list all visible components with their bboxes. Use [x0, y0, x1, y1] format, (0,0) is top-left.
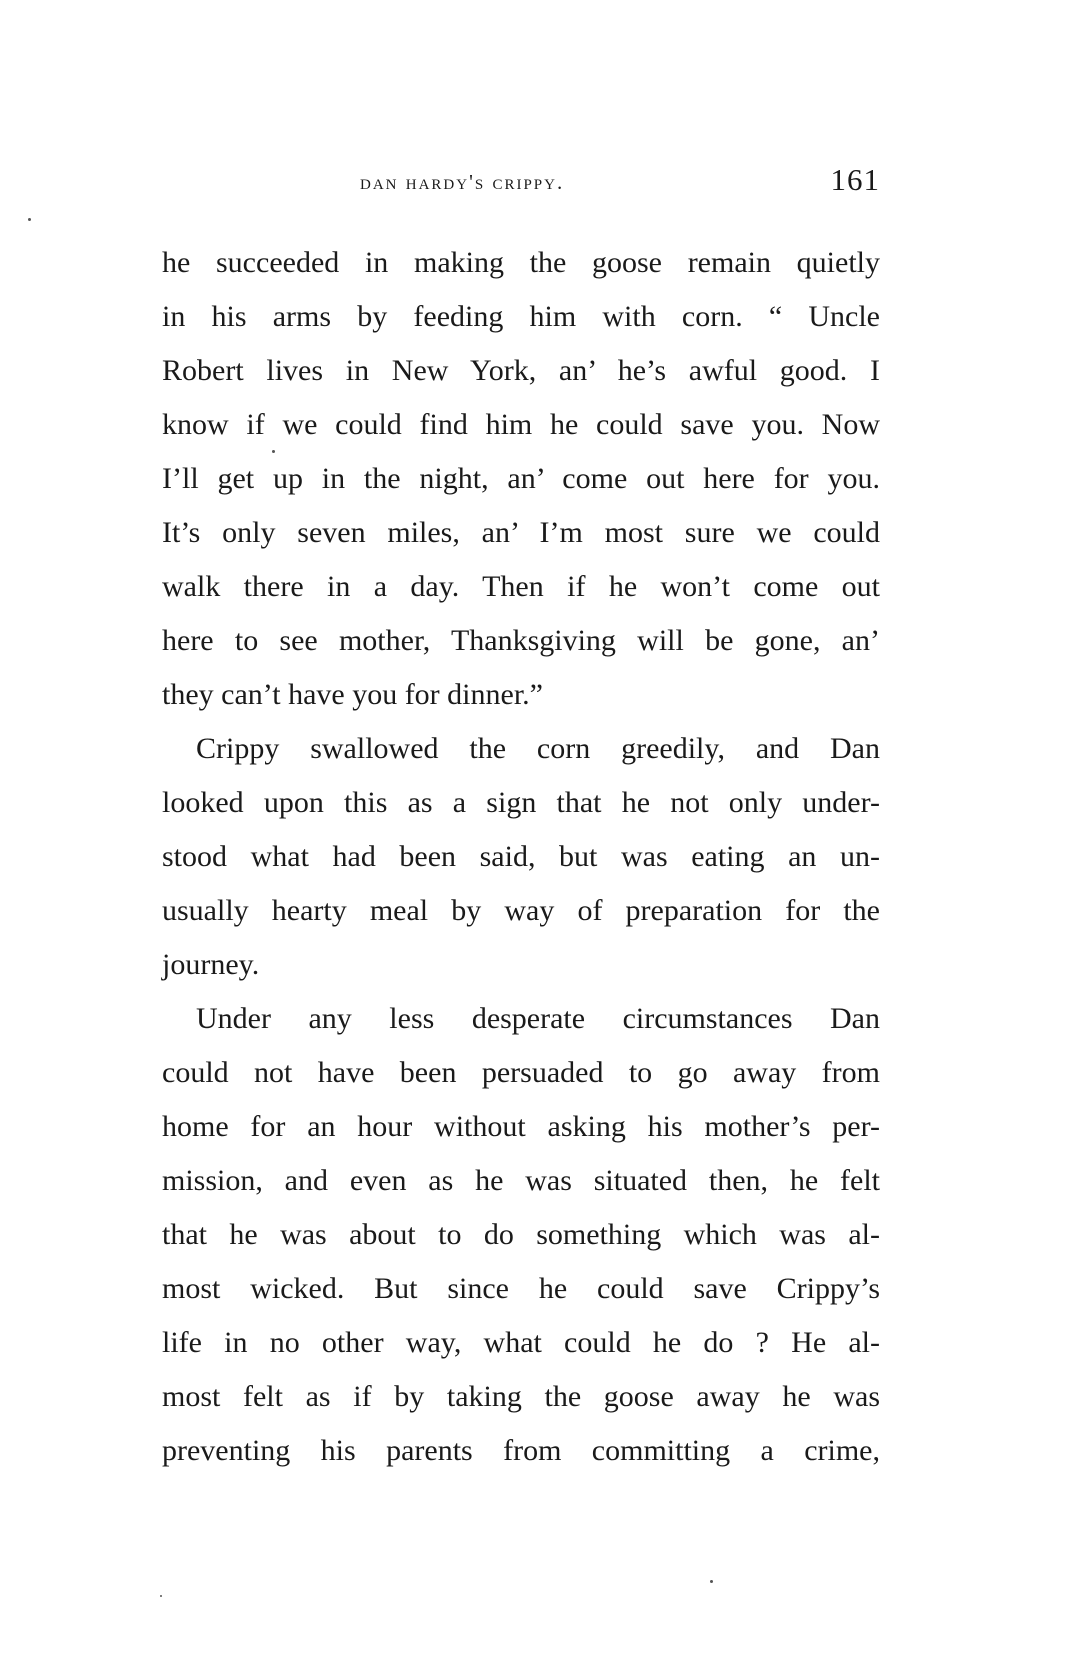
text-line: usually hearty meal by way of preparation for the — [162, 894, 880, 927]
text-line: walk there in a day. Then if he won’t come out — [162, 570, 880, 603]
running-title: dan hardy's crippy. — [360, 170, 565, 194]
page-number: 161 — [830, 162, 880, 197]
text-line: know if we could find him he could save you. Now — [162, 408, 880, 441]
text-line: that he was about to do something which was al- — [162, 1218, 880, 1251]
text-line: looked upon this as a sign that he not only under- — [162, 786, 880, 819]
text-line: most wicked. But since he could save Crippy’s — [162, 1272, 880, 1305]
text-line: stood what had been said, but was eating an un- — [162, 840, 880, 873]
body-text — [162, 236, 880, 1478]
text-line: Crippy swallowed the corn greedily, and Dan — [196, 732, 880, 765]
text-line: preventing his parents from committing a crime, — [162, 1434, 880, 1467]
speck — [710, 1580, 713, 1583]
text-line: life in no other way, what could he do ? He al- — [162, 1326, 880, 1359]
text-line: they can’t have you for dinner.” — [162, 678, 543, 711]
speck — [272, 450, 275, 453]
text-line: in his arms by feeding him with corn. “ Uncle — [162, 300, 880, 333]
text-line: I’ll get up in the night, an’ come out here for you. — [162, 462, 880, 495]
text-line: Robert lives in New York, an’ he’s awful good. I — [162, 354, 880, 387]
text-line: he succeeded in making the goose remain quietly — [162, 246, 880, 279]
text-line: home for an hour without asking his mother’s per- — [162, 1110, 880, 1143]
speck — [160, 1595, 162, 1597]
text-line: here to see mother, Thanksgiving will be gone, an’ — [162, 624, 880, 657]
text-line: journey. — [162, 948, 260, 981]
page-header — [160, 162, 880, 202]
text-line: could not have been persuaded to go away from — [162, 1056, 880, 1089]
text-line: It’s only seven miles, an’ I’m most sure we could — [162, 516, 880, 549]
text-line: mission, and even as he was situated then, he felt — [162, 1164, 880, 1197]
speck — [28, 218, 31, 221]
text-line: Under any less desperate circumstances Dan — [196, 1002, 880, 1035]
text-line: most felt as if by taking the goose away he was — [162, 1380, 880, 1413]
